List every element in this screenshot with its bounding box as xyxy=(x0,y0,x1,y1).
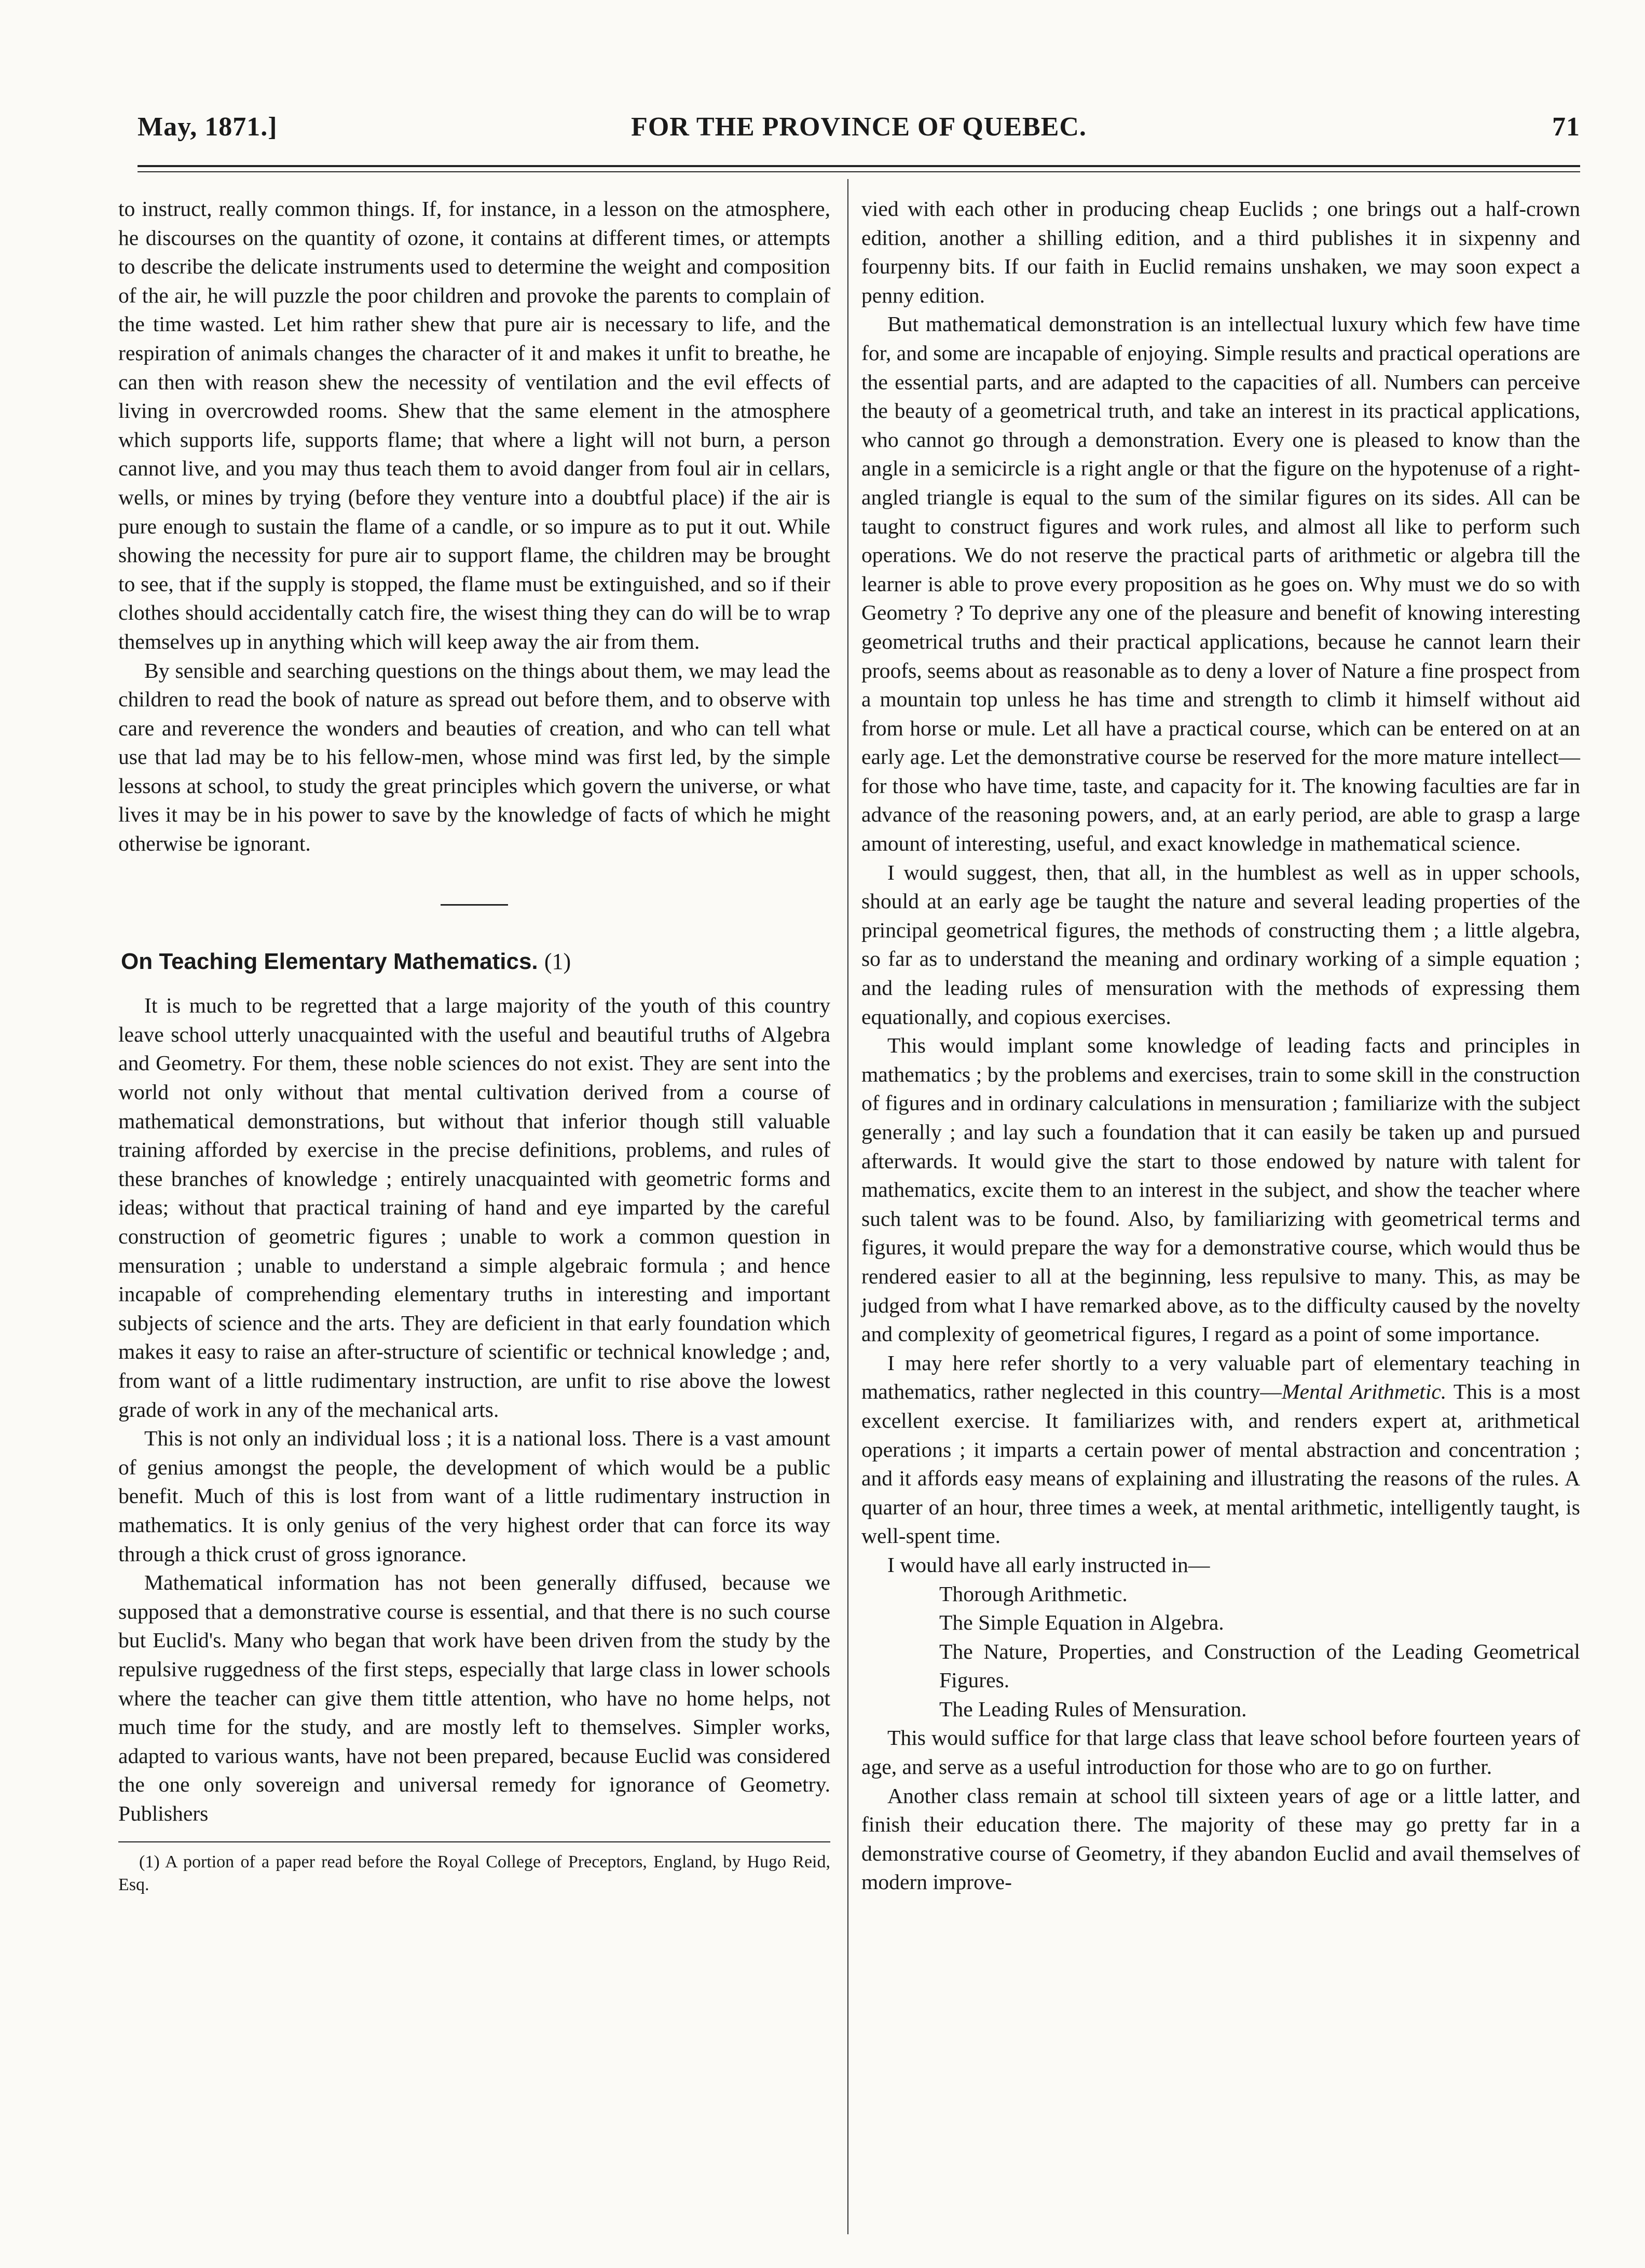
emphasis-text: Mental Arithmetic. xyxy=(1281,1379,1447,1404)
footnote: (1) A portion of a paper read before the Royal College of Preceptors, England, by Hugo Reid, Esq. xyxy=(118,1852,830,1895)
header-title: FOR THE PROVINCE OF QUEBEC. xyxy=(631,112,1087,142)
paragraph: It is much to be regretted that a large majority of the youth of this country leave school utterly unacquainted with the useful and beautiful truths of Algebra and Geometry. For them, these noble sciences do not exist. They are sent into the world not only without that mental cultivation derived from a course of mathematical demonstrations, but without that inferior though still valuable training afforded by exercise in the precise definitions, problems, and rules of these branches of knowledge ; entirely unacquainted with geometric forms and ideas; without that practical training of hand and eye imparted by the careful construction of geometric figures ; unable to work a common question in mensuration ; unable to understand a simple algebraic formula ; and hence incapable of comprehending elementary truths in interesting and important subjects of science and the arts. They are deficient in that early foundation which makes it easy to raise an after-structure of scientific or technical knowledge ; and, from want of a little rudimentary instruction, are unfit to rise above the lowest grade of work in any of the mechanical arts. xyxy=(118,993,830,1422)
page-number: 71 xyxy=(1552,112,1580,142)
paragraph: But mathematical demonstration is an intellectual luxury which few have time for, and some are incapable of enjoying. Simple results and practical operations are the essential parts, and are adapted to the capacities of all. Numbers can perceive the beauty of a geometrical truth, and take an interest in its practical applications, who cannot go through a demonstration. Every one is pleased to know than the angle in a semicircle is a right angle or that the figure on the hypotenuse of a right-angled triangle is equal to the sum of the similar figures on its sides. All can be taught to construct figures and work rules, and almost all like to perform such operations. We do not reserve the practical parts of arithmetic or algebra till the learner is able to prove every proposition as he goes on. Why must we do so with Geometry ? To deprive any one of the pleasure and benefit of knowing interesting geometrical truths and their practical applications, because he cannot learn their proofs, seems about as reasonable as to deny a lover of Nature a fine prospect from a mountain top unless he has time and strength to climb it himself without aid from horse or mule. Let all have a practical course, which can be entered on at an early age. Let the demonstrative course be reserved for the more mature intellect—for those who have time, taste, and capacity for it. The knowing faculties are far in advance of the reasoning powers, and, at an early period, are able to grasp a large amount of interesting, useful, and exact knowledge in mathematical science. xyxy=(861,312,1580,856)
article-title-text: On Teaching Elementary Mathematics. xyxy=(121,948,538,974)
header-date: May, 1871.] xyxy=(138,112,278,142)
running-header xyxy=(138,112,1580,153)
section-separator xyxy=(441,904,508,906)
paragraph-text: I may here refer shortly to a very valuable part of elementary teaching in mathematics, rather neglected in this country— xyxy=(861,1350,1580,1404)
paragraph: Another class remain at school till sixteen years of age or a little latter, and finish their education there. The majority of these may go pretty far in a demonstrative course of Geometry, if they abandon Euclid and avail themselves of modern improve- xyxy=(861,1783,1580,1894)
footnote-rule xyxy=(118,1841,830,1842)
right-column xyxy=(861,195,1580,1897)
footnote-reference: (1) xyxy=(544,948,571,974)
paragraph: By sensible and searching questions on the things about them, we may lead the children to read the book of nature as spread out before them, and to observe with care and reverence the wonders and beauties of creation, and who can tell what use that lad may be to his fellow-men, whose mind was first led, by the simple lessons at school, to study the great principles which govern the universe, or what lives it may be in his power to save by the knowledge of facts of which he might otherwise be ignorant. xyxy=(118,658,830,856)
instruction-list xyxy=(861,1580,1580,1724)
list-item: The Leading Rules of Mensuration. xyxy=(939,1697,1247,1721)
header-rule-thick xyxy=(138,165,1580,167)
paragraph: This would suffice for that large class that leave school before fourteen years of age, and serve as a useful introduction for those who are to go on further. xyxy=(861,1726,1580,1779)
column-divider xyxy=(847,179,848,2234)
header-rule-thin xyxy=(138,171,1580,172)
paragraph: Mathematical information has not been generally diffused, because we supposed that a demonstrative course is essential, and that there is no such course but Euclid's. Many who began that work have been driven from the study by the repulsive ruggedness of the first steps, especially that large class in lower schools where the teacher can give them tittle attention, who have no home helps, not much time for the study, and are mostly left to themselves. Simpler works, adapted to various wants, have not been prepared, because Euclid was considered the one only sovereign and universal remedy for ignorance of Geometry. Publishers xyxy=(118,1570,830,1825)
paragraph xyxy=(861,1349,1580,1551)
paragraph: to instruct, really common things. If, for instance, in a lesson on the atmosphere, he discourses on the quantity of ozone, it contains at different times, or attempts to describe the delicate instruments used to determine the weight and composition of the air, he will puzzle the poor children and provoke the parents to complain of the time wasted. Let him rather shew that pure air is necessary to life, and the respiration of animals changes the character of it and makes it unfit to breathe, he can then with reason shew the necessity of ventilation and the evil effects of living in overcrowded rooms. Shew that the same element in the atmosphere which supports life, supports flame; that where a light will not burn, a person cannot live, and you may thus teach them to avoid danger from foul air in cellars, wells, or mines by trying (before they venture into a doubtful place) if the air is pure enough to sustain the flame of a candle, or so impure as to put it out. While showing the necessity for pure air to support flame, the children may be brought to see, that if the supply is stopped, the flame must be extinguished, and so if their clothes should accidentally catch fire, the wisest thing they can do will be to wrap themselves up in anything which will keep away the air from them. xyxy=(118,197,830,653)
list-intro: I would have all early instructed in— xyxy=(887,1552,1210,1577)
article-title xyxy=(118,947,830,976)
paragraph: I would suggest, then, that all, in the humblest as well as in upper schools, should at an early age be taught the nature and several leading properties of the principal geometrical figures, the methods of constructing them ; a little algebra, so far as to understand the meaning and ordinary working of a simple equation ; and the leading rules of mensuration with the methods of expressing them equationally, and copious exercises. xyxy=(861,860,1580,1029)
left-column xyxy=(118,195,830,1896)
list-item: Thorough Arithmetic. xyxy=(939,1581,1128,1606)
list-item: The Nature, Properties, and Construction of the Leading Geometrical Figures. xyxy=(939,1639,1580,1692)
paragraph: vied with each other in producing cheap Euclids ; one brings out a half-crown edition, another a shilling edition, and a third publishes it in sixpenny and fourpenny bits. If our faith in Euclid remains unshaken, we may soon expect a penny edition. xyxy=(861,197,1580,307)
paragraph: This is not only an individual loss ; it is a national loss. There is a vast amount of genius amongst the people, the development of which would be a public benefit. Much of this is lost from want of a little rudimentary instruction in mathematics. It is only genius of the very highest order that can force its way through a thick crust of gross ignorance. xyxy=(118,1426,830,1566)
paragraph-text: This is a most excellent exercise. It familiarizes with, and renders expert at, arithmetical operations ; it imparts a certain power of mental abstraction and concentration ; and it affords easy means of explaining and illustrating the reasons of the rules. A quarter of an hour, three times a week, at mental arithmetic, intelligently taught, is well-spent time. xyxy=(861,1379,1580,1548)
paragraph: This would implant some knowledge of leading facts and principles in mathematics ; by the problems and exercises, train to some skill in the construction of figures and in ordinary calculations in mensuration ; familiarize with the subject generally ; and lay such a foundation that it can easily be taken up and pursued afterwards. It would give the start to those endowed by nature with talent for mathematics, excite them to an interest in the subject, and show the teacher where such talent was to be found. Also, by familiarizing with geometrical terms and figures, it would prepare the way for a demonstrative course, which would thus be rendered easier to all at the beginning, less repulsive to many. This, as may be judged from what I have remarked above, as to the difficulty caused by the novelty and complexity of geometrical figures, I regard as a point of some importance. xyxy=(861,1033,1580,1346)
list-item: The Simple Equation in Algebra. xyxy=(939,1610,1224,1635)
